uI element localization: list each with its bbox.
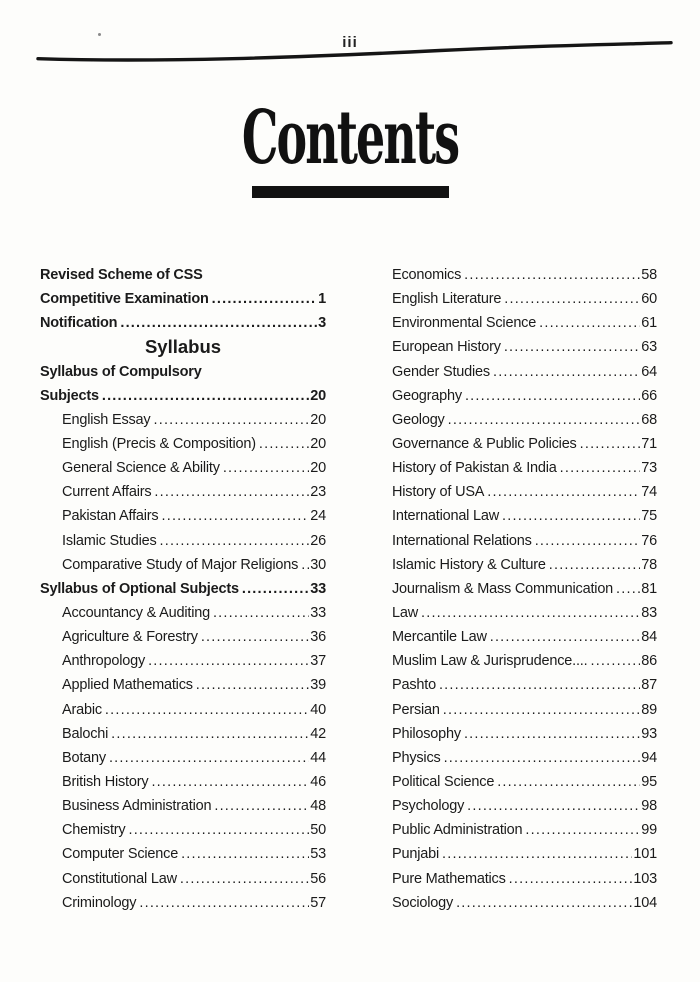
dot-leader	[464, 722, 640, 746]
dot-leader	[128, 818, 309, 842]
toc-entry	[392, 673, 657, 697]
toc-entry	[392, 601, 657, 625]
toc-entry-label: Pashto	[392, 677, 436, 694]
dot-leader	[504, 287, 640, 311]
dot-leader	[212, 287, 317, 311]
toc-entry	[392, 311, 657, 335]
toc-entry	[392, 577, 657, 601]
toc-entry-page: 23	[310, 484, 326, 501]
toc-entry-page: 36	[310, 629, 326, 646]
toc-entry	[392, 842, 657, 866]
toc-entry	[40, 384, 326, 408]
toc-entry	[40, 311, 326, 335]
toc-entry-label: Computer Science	[62, 846, 179, 863]
toc-entry	[40, 842, 326, 866]
toc-entry-page: 20	[310, 411, 326, 428]
toc-entry-label: Chemistry	[62, 822, 126, 839]
toc-entry	[392, 625, 657, 649]
dot-leader	[139, 891, 309, 915]
dot-leader	[151, 770, 309, 794]
dot-leader	[465, 384, 640, 408]
toc-entry-label: Mercantile Law	[392, 629, 487, 646]
toc-entry-page: 63	[641, 339, 657, 356]
toc-entry	[392, 698, 657, 722]
toc-entry	[392, 794, 657, 818]
dot-leader	[549, 553, 641, 577]
dot-leader	[493, 360, 640, 384]
toc-entry-page: 86	[641, 653, 657, 670]
toc-entry	[40, 504, 326, 528]
toc-entry	[392, 456, 657, 480]
toc-entry-page: 83	[641, 604, 657, 621]
toc-entry	[40, 480, 326, 504]
toc-entry	[392, 818, 657, 842]
toc-entry-label: Muslim Law & Jurisprudence....	[392, 653, 588, 670]
toc-entry-label: Arabic	[62, 701, 102, 718]
dot-leader	[153, 408, 309, 432]
toc-entry-label: English (Precis & Composition)	[62, 435, 256, 452]
dot-leader	[504, 335, 640, 359]
toc-entry-page: 53	[310, 846, 326, 863]
toc-entry	[40, 698, 326, 722]
toc-entry-label: Persian	[392, 701, 440, 718]
dot-leader	[109, 746, 309, 770]
toc-entry-label: International Law	[392, 508, 500, 525]
toc-entry	[392, 867, 657, 891]
toc-left-column	[40, 263, 326, 915]
toc-entry-page: 33	[310, 604, 326, 621]
toc-entry	[40, 649, 326, 673]
toc-entry-label: English Literature	[392, 291, 502, 308]
toc-entry-page: 98	[641, 798, 657, 815]
toc-entry-page: 24	[310, 508, 326, 525]
toc-entry-page: 60	[641, 291, 657, 308]
toc-entry-label: English Essay	[62, 411, 151, 428]
dot-leader	[120, 311, 317, 335]
dot-leader	[160, 529, 310, 553]
toc-entry-page: 20	[310, 387, 326, 404]
toc-entry	[392, 891, 657, 915]
toc-entry-label: General Science & Ability	[62, 460, 220, 477]
toc-entry-label: Journalism & Mass Communication	[392, 580, 614, 597]
toc-entry	[392, 504, 657, 528]
toc-entry	[40, 287, 326, 311]
toc-entry-page: 20	[310, 435, 326, 452]
toc-entry-page: 33	[310, 580, 326, 597]
toc-entry-label: Revised Scheme of CSS	[40, 267, 203, 283]
dot-leader	[301, 553, 309, 577]
toc-entry	[40, 625, 326, 649]
dot-leader	[421, 601, 640, 625]
toc-entry-label: International Relations	[392, 532, 532, 549]
toc-entry-label: Physics	[392, 749, 441, 766]
toc-entry	[392, 287, 657, 311]
toc-entry	[40, 553, 326, 577]
toc-entry-label: Competitive Examination	[40, 291, 209, 308]
toc-entry-page: 57	[310, 894, 326, 911]
toc-entry	[40, 673, 326, 697]
toc-entry-page: 73	[641, 460, 657, 477]
toc-entry-page: 89	[641, 701, 657, 718]
dot-leader	[464, 263, 640, 287]
toc-entry-page: 30	[310, 556, 326, 573]
dot-leader	[214, 794, 309, 818]
toc-entry-label: Applied Mathematics	[62, 677, 193, 694]
toc-entry-label: Public Administration	[392, 822, 523, 839]
toc-entry	[392, 432, 657, 456]
dot-leader	[509, 867, 633, 891]
toc-entry-label: Anthropology	[62, 653, 146, 670]
toc-entry-page: 39	[310, 677, 326, 694]
dot-leader	[539, 311, 640, 335]
dot-leader	[181, 842, 309, 866]
toc-entry-label: Gender Studies	[392, 363, 490, 380]
toc-entry-page: 20	[310, 460, 326, 477]
dot-leader	[487, 480, 640, 504]
toc-entry-label: Political Science	[392, 773, 495, 790]
toc-entry-label: Agriculture & Forestry	[62, 629, 198, 646]
toc-entry-page: 50	[310, 822, 326, 839]
toc-entry-page: 75	[641, 508, 657, 525]
toc-entry-label: Punjabi	[392, 846, 439, 863]
toc-entry	[40, 746, 326, 770]
toc-entry	[40, 263, 326, 287]
toc-entry-label: Constitutional Law	[62, 870, 177, 887]
toc-entry-label: Syllabus of Compulsory	[40, 363, 202, 380]
toc-entry-label: Syllabus of Optional Subjects	[40, 580, 239, 597]
dot-leader	[590, 649, 640, 673]
toc-entry-label: British History	[62, 773, 149, 790]
toc-entry-label: Islamic History & Culture	[392, 556, 546, 573]
toc-entry-page: 26	[310, 532, 326, 549]
toc-entry-page: 99	[641, 822, 657, 839]
dot-leader	[467, 794, 640, 818]
toc-entry-label: Islamic Studies	[62, 532, 157, 549]
toc-entry-label: Economics	[392, 267, 462, 283]
dot-leader	[180, 867, 309, 891]
dot-leader	[580, 432, 641, 456]
toc-entry	[40, 601, 326, 625]
toc-entry-page: 42	[310, 725, 326, 742]
toc-entry-page: 94	[641, 749, 657, 766]
title-underline	[252, 186, 449, 198]
dot-leader	[616, 577, 640, 601]
toc-entry-label: Subjects	[40, 387, 99, 404]
dot-leader	[154, 480, 309, 504]
dot-leader	[148, 649, 309, 673]
dot-leader	[213, 601, 309, 625]
dot-leader	[448, 408, 641, 432]
toc-entry	[392, 384, 657, 408]
toc-entry	[40, 770, 326, 794]
toc-entry	[392, 553, 657, 577]
dot-leader	[111, 722, 309, 746]
page-number: iii	[342, 34, 358, 51]
toc-entry-page: 64	[641, 363, 657, 380]
toc-entry	[392, 360, 657, 384]
toc-entry-page: 74	[641, 484, 657, 501]
dot-leader	[502, 504, 640, 528]
header-rule	[0, 0, 700, 80]
dot-leader	[497, 770, 640, 794]
toc-entry	[392, 770, 657, 794]
dot-leader	[105, 698, 309, 722]
toc-entry-page: 1	[318, 291, 326, 308]
toc-entry-page: 84	[641, 629, 657, 646]
toc-entry-label: Geography	[392, 387, 462, 404]
toc-entry-label: Pure Mathematics	[392, 870, 506, 887]
toc-entry-page: 44	[310, 749, 326, 766]
dot-leader	[442, 842, 632, 866]
toc-entry-page: 46	[310, 773, 326, 790]
toc-entry-page: 71	[641, 435, 657, 452]
toc-entry	[40, 794, 326, 818]
toc-entry-page: 103	[633, 870, 657, 887]
dot-leader	[161, 504, 309, 528]
toc-entry	[392, 480, 657, 504]
toc-entry-label: History of USA	[392, 484, 485, 501]
toc-entry-label: Pakistan Affairs	[62, 508, 159, 525]
dot-leader	[223, 456, 309, 480]
dot-leader	[102, 384, 309, 408]
toc-entry	[40, 360, 326, 384]
toc-entry-page: 76	[641, 532, 657, 549]
toc-entry	[40, 577, 326, 601]
toc-entry-label: Comparative Study of Major Religions	[62, 556, 299, 573]
toc-entry	[40, 408, 326, 432]
toc-entry-label: Accountancy & Auditing	[62, 604, 210, 621]
toc-entry-page: 95	[641, 773, 657, 790]
toc-entry	[40, 432, 326, 456]
toc-entry-label: Geology	[392, 411, 445, 428]
toc-entry	[40, 818, 326, 842]
toc-entry-page: 78	[641, 556, 657, 573]
toc-entry-label: Law	[392, 604, 418, 621]
toc-entry	[392, 408, 657, 432]
page-title: Contents	[241, 95, 459, 181]
toc-entry-page: 48	[310, 798, 326, 815]
toc-entry	[40, 891, 326, 915]
toc-entry	[392, 335, 657, 359]
toc-entry	[392, 529, 657, 553]
toc-entry	[40, 867, 326, 891]
toc-entry-label: Current Affairs	[62, 484, 152, 501]
toc-entry-label: Notification	[40, 315, 118, 332]
toc-entry-page: 61	[641, 315, 657, 332]
toc-entry-page: 93	[641, 725, 657, 742]
toc-entry-label: Governance & Public Policies	[392, 435, 577, 452]
toc-entry-label: Botany	[62, 749, 106, 766]
dot-leader	[560, 456, 641, 480]
dot-leader	[201, 625, 309, 649]
dot-leader	[535, 529, 641, 553]
toc-section-heading	[40, 335, 326, 359]
toc-entry-page: 66	[641, 387, 657, 404]
toc-entry-page: 37	[310, 653, 326, 670]
toc-entry-page: 56	[310, 870, 326, 887]
toc-entry-page: 104	[633, 894, 657, 911]
toc-entry	[40, 722, 326, 746]
toc-entry-page: 40	[310, 701, 326, 718]
dot-leader	[259, 432, 309, 456]
toc-entry-label: Environmental Science	[392, 315, 537, 332]
dot-leader	[443, 698, 641, 722]
toc-entry-page: 81	[641, 580, 657, 597]
toc-entry-page: 3	[318, 315, 326, 332]
toc-entry-label: European History	[392, 339, 501, 356]
toc-entry-label: Philosophy	[392, 725, 461, 742]
toc-entry	[392, 746, 657, 770]
dot-leader	[242, 577, 309, 601]
dot-leader	[444, 746, 641, 770]
scan-speck	[98, 33, 101, 36]
toc-entry-label: History of Pakistan & India	[392, 460, 557, 477]
dot-leader	[196, 673, 309, 697]
dot-leader	[456, 891, 632, 915]
toc-entry-label: Business Administration	[62, 798, 212, 815]
toc-entry-label: Sociology	[392, 894, 454, 911]
toc-entry-page: 68	[641, 411, 657, 428]
dot-leader	[490, 625, 641, 649]
toc-entry	[392, 722, 657, 746]
dot-leader	[439, 673, 640, 697]
toc-entry-label: Criminology	[62, 894, 137, 911]
toc-entry-label: Balochi	[62, 725, 109, 742]
toc-entry	[40, 529, 326, 553]
toc-right-column	[392, 263, 657, 915]
toc-entry-page: 87	[641, 677, 657, 694]
dot-leader	[525, 818, 640, 842]
toc-heading-label: Syllabus	[144, 336, 222, 358]
toc-entry-page: 58	[641, 267, 657, 283]
toc-entry	[392, 649, 657, 673]
toc-entry	[40, 456, 326, 480]
toc-entry-page: 101	[633, 846, 657, 863]
toc-entry	[392, 263, 657, 287]
toc-entry-label: Psychology	[392, 798, 465, 815]
